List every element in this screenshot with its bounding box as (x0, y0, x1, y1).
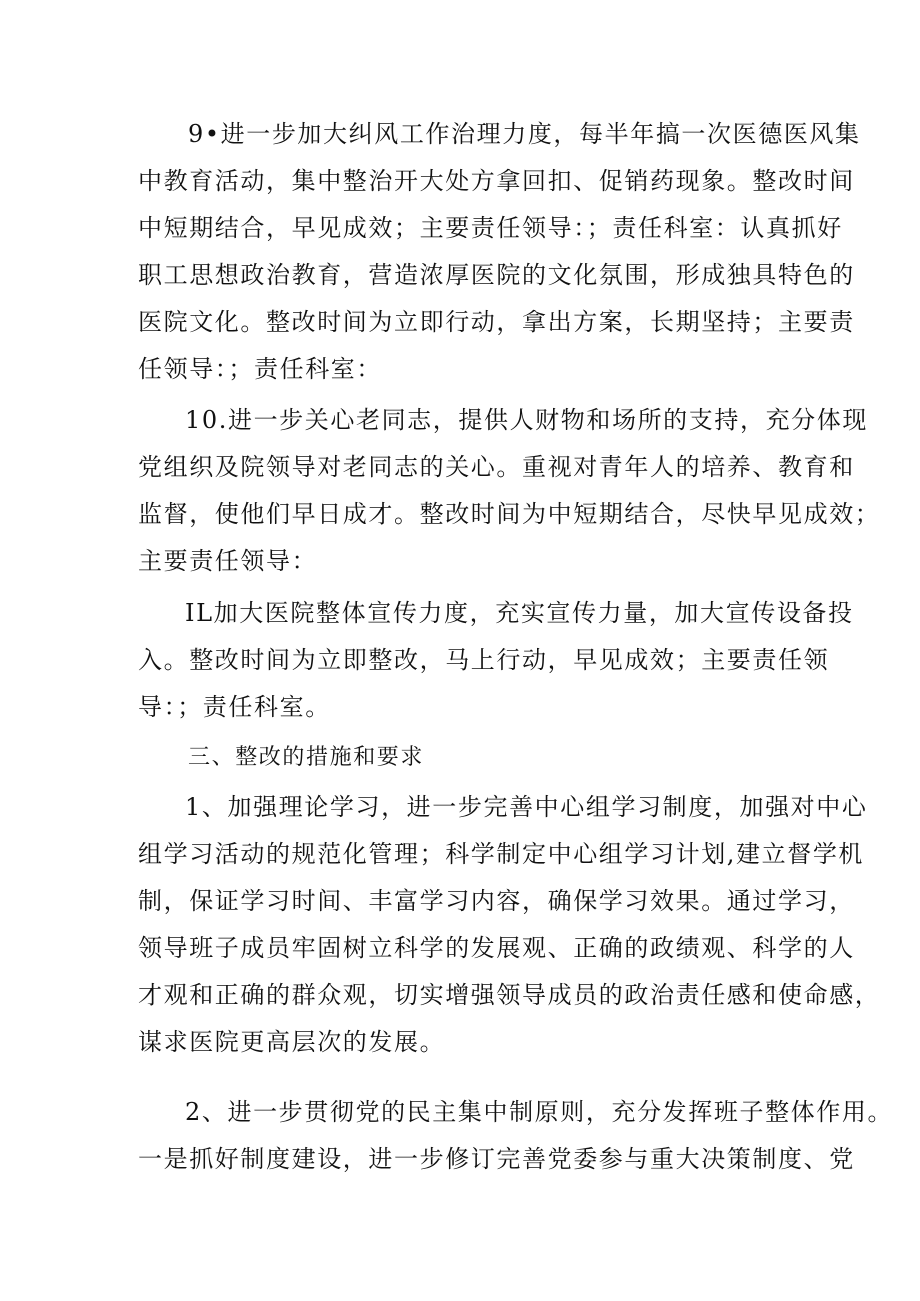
text-line: 中短期结合，早见成效；主要责任领导：；责任科室：认真抓好 (138, 214, 843, 242)
text-line: 制，保证学习时间、丰富学习内容，确保学习效果。通过学习， (138, 887, 855, 915)
section-title: 三、整改的措施和要求 (188, 745, 425, 770)
text-line: 1、加强理论学习，进一步完善中心组学习制度，加强对中心 (185, 793, 868, 821)
text-line: 党组织及院领导对老同志的关心。重视对青年人的培养、教育和 (138, 453, 855, 481)
text-line: 任领导：；责任科室： (138, 355, 382, 383)
text-line: 领导班子成员牢固树立科学的发展观、正确的政绩观、科学的人 (138, 934, 855, 962)
text-line: 职工思想政治教育，营造浓厚医院的文化氛围，形成独具特色的 (138, 261, 855, 289)
text-line: 9•进一步加大纠风工作治理力度，每半年搞一次医德医风集 (188, 120, 861, 148)
text-line: 导：；责任科室。 (138, 693, 331, 721)
text-line: 主要责任领导： (138, 547, 318, 575)
text-line: IL加大医院整体宣传力度，充实宣传力量，加大宣传设备投 (185, 599, 854, 627)
text-line: 中教育活动，集中整治开大处方拿回扣、促销药现象。整改时间 (138, 167, 855, 195)
text-line: 组学习活动的规范化管理；科学制定中心组学习计划,建立督学机 (138, 840, 865, 868)
text-line: 2、进一步贯彻党的民主集中制原则，充分发挥班子整体作用。 (185, 1098, 894, 1126)
text-line: 才观和正确的群众观，切实增强领导成员的政治责任感和使命感， (138, 981, 881, 1009)
text-line: 10.进一步关心老同志，提供人财物和场所的支持，充分体现 (185, 406, 868, 434)
text-line: 一是抓好制度建设，进一步修订完善党委参与重大决策制度、党 (138, 1145, 855, 1173)
text-line: 医院文化。整改时间为立即行动，拿出方案，长期坚持；主要责 (138, 308, 855, 336)
text-line: 谋求医院更高层次的发展。 (138, 1028, 446, 1056)
text-line: 监督，使他们早日成才。整改时间为中短期结合，尽快早见成效； (138, 500, 881, 528)
text-line: 入。整改时间为立即整改，马上行动，早见成效；主要责任领 (138, 646, 830, 674)
